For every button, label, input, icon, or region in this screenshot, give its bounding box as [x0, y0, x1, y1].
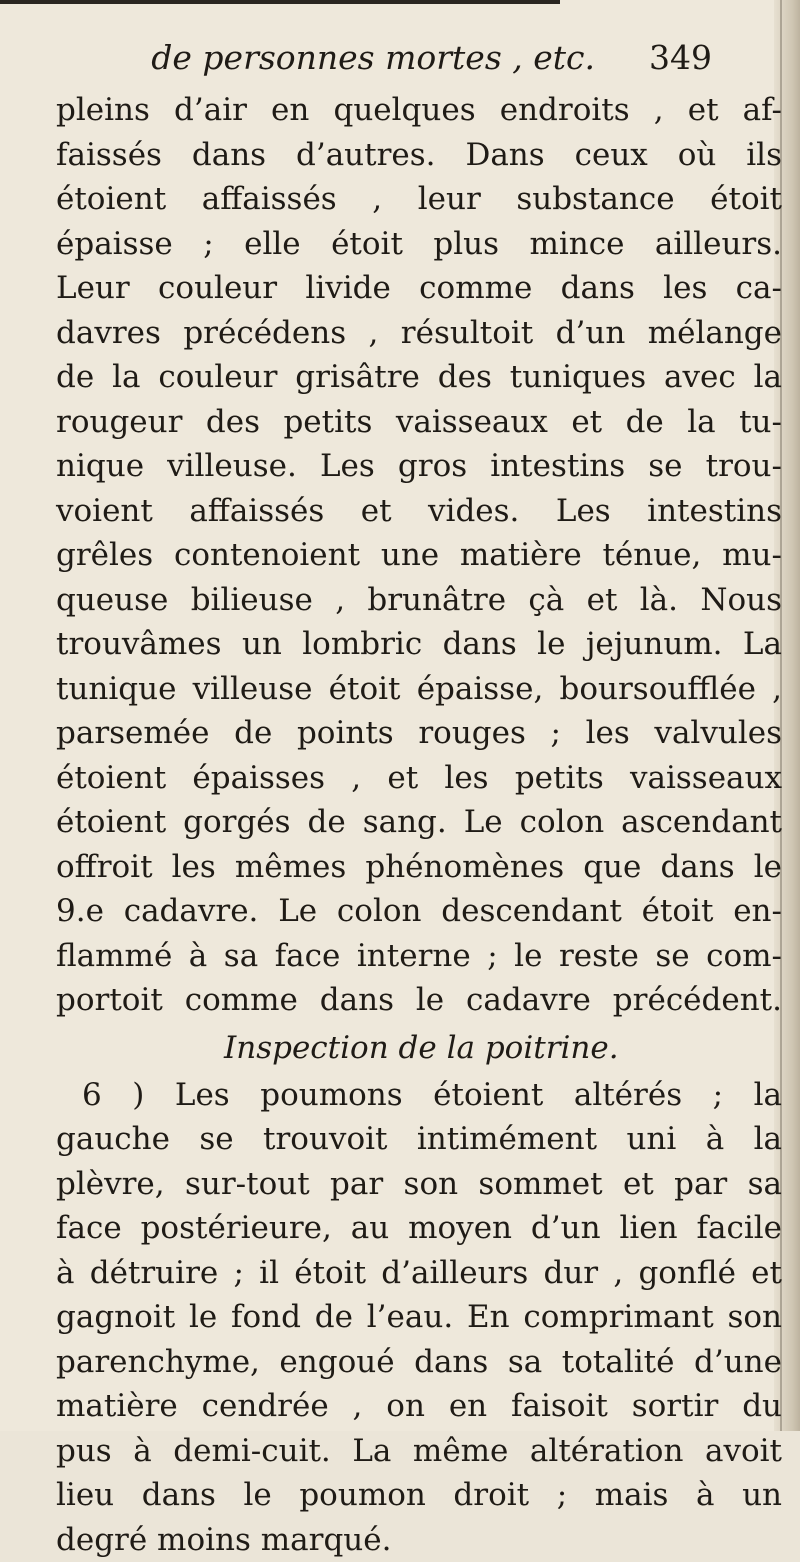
text-line: étoient gorgés de sang. Le colon ascendant: [56, 800, 782, 845]
text-line: queuse bilieuse , brunâtre çà et là. Nous: [56, 578, 782, 623]
text-line: pleins d’air en quelques endroits , et af-: [56, 88, 782, 133]
text-line: faissés dans d’autres. Dans ceux où ils: [56, 133, 782, 178]
text-line: rougeur des petits vaisseaux et de la tu-: [56, 400, 782, 445]
text-line: gagnoit le fond de l’eau. En comprimant son: [56, 1295, 782, 1340]
text-line: 9.e cadavre. Le colon descendant étoit en-: [56, 889, 782, 934]
text-line: trouvâmes un lombric dans le jejunum. La: [56, 622, 782, 667]
page-number: 349: [649, 38, 712, 77]
text-line: voient affaissés et vides. Les intestins: [56, 489, 782, 534]
text-line: parenchyme, engoué dans sa totalité d’une: [56, 1340, 782, 1385]
text-line: tunique villeuse étoit épaisse, boursoufflée ,: [56, 667, 782, 712]
text-line: matière cendrée , on en faisoit sortir du: [56, 1384, 782, 1429]
text-line: offroit les mêmes phénomènes que dans le: [56, 845, 782, 890]
section-heading: Inspection de la poitrine.: [56, 1023, 782, 1073]
text-line: lieu dans le poumon droit ; mais à un: [56, 1473, 782, 1518]
top-rule: [0, 0, 560, 4]
running-title: de personnes mortes , etc.: [151, 38, 595, 77]
text-line: parsemée de points rouges ; les valvules: [56, 711, 782, 756]
text-line: nique villeuse. Les gros intestins se trou-: [56, 444, 782, 489]
page-header: [56, 38, 782, 88]
text-line: Leur couleur livide comme dans les ca-: [56, 266, 782, 311]
text-line: pus à demi-cuit. La même altération avoit: [56, 1429, 782, 1474]
text-line: 6 ) Les poumons étoient altérés ; la: [56, 1073, 782, 1118]
text-line: face postérieure, au moyen d’un lien facile: [56, 1206, 782, 1251]
text-line: portoit comme dans le cadavre précédent.: [56, 978, 782, 1023]
text-line: à détruire ; il étoit d’ailleurs dur , gonflé et: [56, 1251, 782, 1296]
text-block: [56, 38, 782, 1562]
text-line: davres précédens , résultoit d’un mélange: [56, 311, 782, 356]
text-line: gauche se trouvoit intimément uni à la: [56, 1117, 782, 1162]
text-line: plèvre, sur-tout par son sommet et par sa: [56, 1162, 782, 1207]
text-line: de la couleur grisâtre des tuniques avec la: [56, 355, 782, 400]
text-line: flammé à sa face interne ; le reste se com-: [56, 934, 782, 979]
text-line: épaisse ; elle étoit plus mince ailleurs.: [56, 222, 782, 267]
text-line: degré moins marqué.: [56, 1518, 782, 1562]
text-line: étoient affaissés , leur substance étoit: [56, 177, 782, 222]
paragraph-2: [56, 1073, 782, 1562]
paragraph-1: [56, 88, 782, 1023]
text-line: grêles contenoient une matière ténue, mu-: [56, 533, 782, 578]
text-line: étoient épaisses , et les petits vaisseaux: [56, 756, 782, 801]
